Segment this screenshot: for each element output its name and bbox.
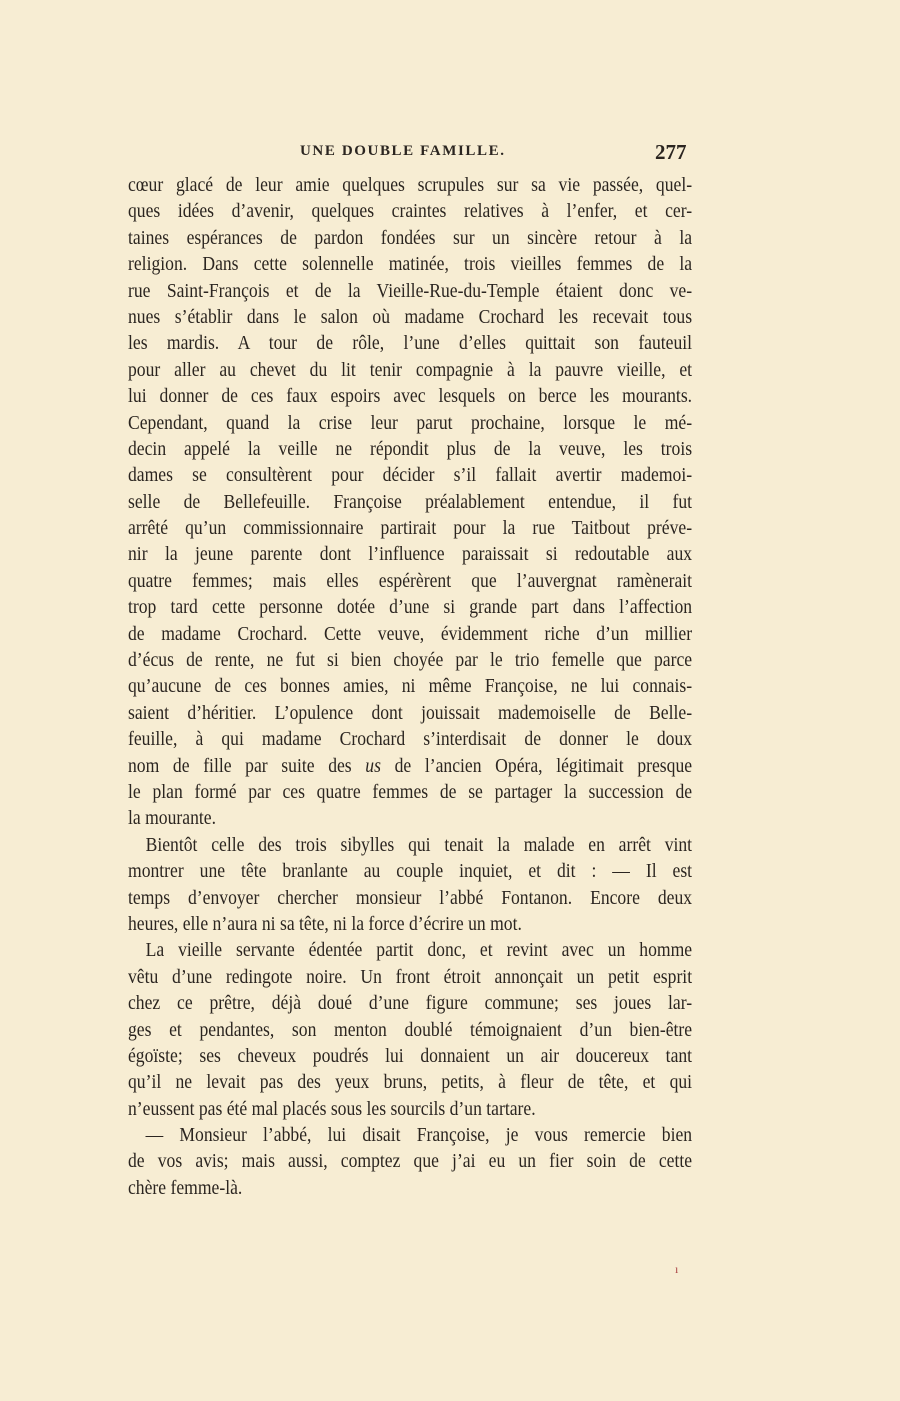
text-line: selle de Bellefeuille. Françoise préalablement entendue, il fut — [128, 490, 693, 513]
text-line: de vos avis; mais aussi, comptez que j’ai eu un fier soin de cette — [128, 1150, 693, 1173]
text-line: Cependant, quand la crise leur parut prochaine, lorsque le mé- — [128, 411, 693, 434]
text-line: lui donner de ces faux espoirs avec lesquels on berce les mourants. — [128, 385, 693, 408]
text-line: arrêté qu’un commissionnaire partirait pour la rue Taitbout préve- — [128, 517, 693, 540]
text-line: montrer une tête branlante au couple inquiet, et dit : — Il est — [128, 860, 693, 883]
text-line: quatre femmes; mais elles espérèrent que l’auvergnat ramènerait — [128, 569, 693, 592]
text-segment: de l’ancien Opéra, légitimait presque — [380, 754, 693, 777]
italic-word: us — [365, 754, 381, 777]
text-line: chez ce prêtre, déjà doué d’une figure commune; ses joues lar- — [128, 992, 693, 1015]
text-line: La vieille servante édentée partit donc, et revint avec un homme — [145, 939, 693, 962]
text-line: religion. Dans cette solennelle matinée, trois vieilles femmes de la — [128, 253, 693, 276]
text-line: d’écus de rente, ne fut si bien choyée par le trio femelle que parce — [128, 649, 693, 672]
text-line: temps d’envoyer chercher monsieur l’abbé Fontanon. Encore deux — [128, 886, 693, 909]
text-line: chère femme-là. — [128, 1176, 243, 1199]
text-line: decin appelé la veille ne répondit plus de la veuve, les trois — [128, 437, 693, 460]
margin-mark: ı — [675, 1262, 679, 1276]
text-line: n’eussent pas été mal placés sous les sourcils d’un tartare. — [128, 1097, 536, 1120]
running-title: UNE DOUBLE FAMILLE. — [300, 143, 506, 159]
text-line: qu’aucune de ces bonnes amies, ni même Françoise, ne lui connais- — [128, 675, 693, 698]
text-line: égoïste; ses cheveux poudrés lui donnaient un air doucereux tant — [128, 1044, 693, 1067]
text-line: le plan formé par ces quatre femmes de se partager la succession de — [128, 780, 693, 803]
body-text — [128, 172, 692, 1201]
text-line: ges et pendantes, son menton doublé témoignaient d’un bien-être — [128, 1018, 693, 1041]
text-line: — Monsieur l’abbé, lui disait Françoise, je vous remercie bien — [145, 1124, 693, 1147]
text-line: saient d’héritier. L’opulence dont jouissait mademoiselle de Belle- — [128, 701, 693, 724]
text-line: trop tard cette personne dotée d’une si grande part dans l’affection — [128, 596, 693, 619]
text-line: dames se consultèrent pour décider s’il fallait avertir mademoi- — [128, 464, 693, 487]
text-line: pour aller au chevet du lit tenir compagnie à la pauvre vieille, et — [128, 358, 693, 381]
text-line: rue Saint-François et de la Vieille-Rue-du-Temple étaient donc ve- — [128, 279, 693, 302]
text-line: nir la jeune parente dont l’influence paraissait si redoutable aux — [128, 543, 693, 566]
text-line: cœur glacé de leur amie quelques scrupules sur sa vie passée, quel- — [128, 174, 693, 196]
text-line: vêtu d’une redingote noire. Un front étroit annonçait un petit esprit — [128, 965, 693, 988]
text-line: la mourante. — [128, 807, 216, 830]
text-segment: nom de fille par suite des — [128, 754, 366, 777]
page-number: 277 — [655, 140, 687, 164]
text-line: feuille, à qui madame Crochard s’interdisait de donner le doux — [128, 728, 693, 751]
text-line: nues s’établir dans le salon où madame Crochard les recevait tous — [128, 305, 693, 328]
text-line: ques idées d’avenir, quelques craintes relatives à l’enfer, et cer- — [128, 200, 693, 223]
text-line: qu’il ne levait pas des yeux bruns, petits, à fleur de tête, et qui — [128, 1071, 693, 1094]
text-line: de madame Crochard. Cette veuve, évidemment riche d’un millier — [128, 622, 693, 645]
text-line: taines espérances de pardon fondées sur un sincère retour à la — [128, 226, 693, 249]
text-line: les mardis. A tour de rôle, l’une d’elles quittait son fauteuil — [128, 332, 693, 355]
text-line: Bientôt celle des trois sibylles qui tenait la malade en arrêt vint — [145, 833, 693, 856]
text-line — [128, 753, 692, 779]
text-line: heures, elle n’aura ni sa tête, ni la force d’écrire un mot. — [128, 912, 522, 935]
